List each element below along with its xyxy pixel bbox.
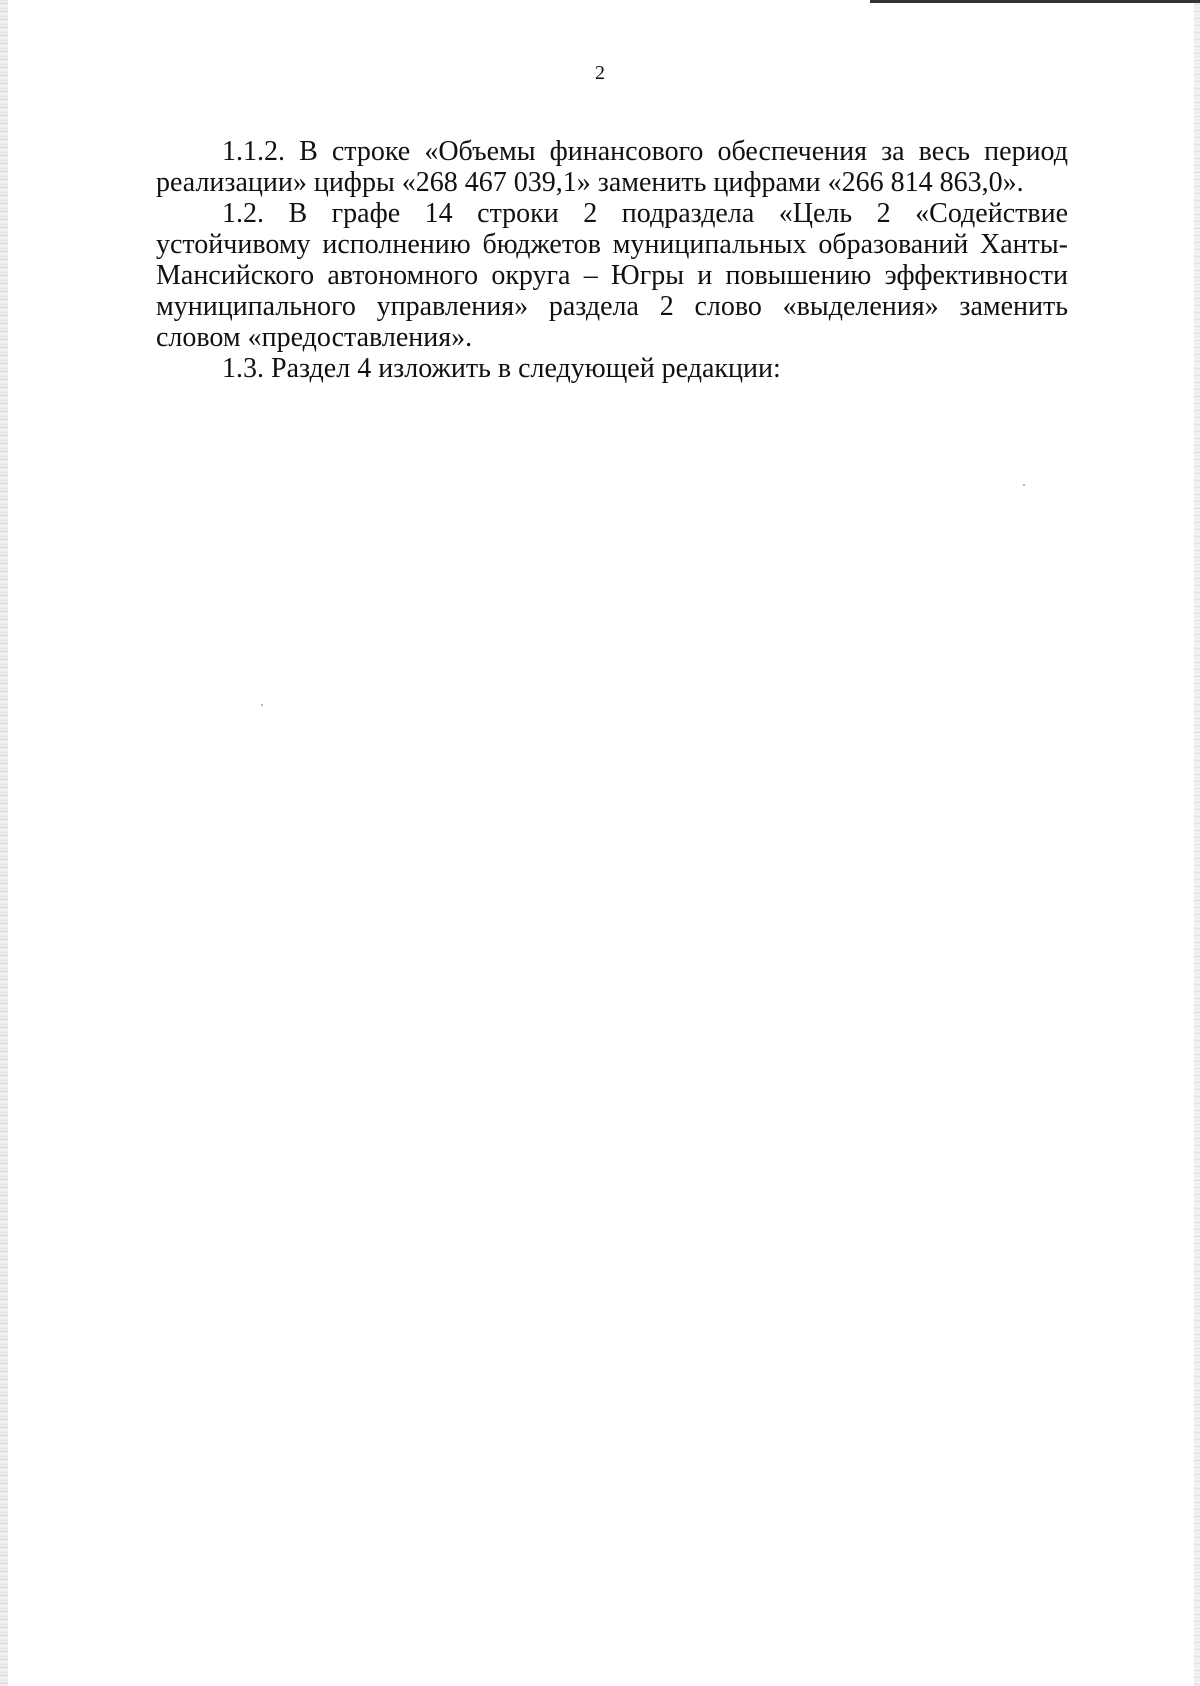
scan-edge-right <box>1194 0 1200 1686</box>
scan-edge-left <box>0 0 8 1686</box>
paragraph-1-2: 1.2. В графе 14 строки 2 подраздела «Цель 2 «Содействие устойчивому исполнению бюджетов муниципальных образований Ханты-Мансийского автономного округа – Югры и повышению эффективности муниципального управления» раздела 2 слово «выделения» заменить словом «предоставления». <box>156 198 1068 353</box>
paragraph-1-1-2: 1.1.2. В строке «Объемы финансового обеспечения за весь период реализации» цифры «268 467 039,1» заменить цифрами «266 814 863,0». <box>156 136 1068 198</box>
document-body <box>156 136 1068 384</box>
scan-edge-top <box>870 0 1200 3</box>
page-number: 2 <box>595 62 605 84</box>
scan-speck <box>1023 484 1025 486</box>
scan-speck <box>261 704 263 706</box>
paragraph-1-3: 1.3. Раздел 4 изложить в следующей редакции: <box>222 353 781 384</box>
